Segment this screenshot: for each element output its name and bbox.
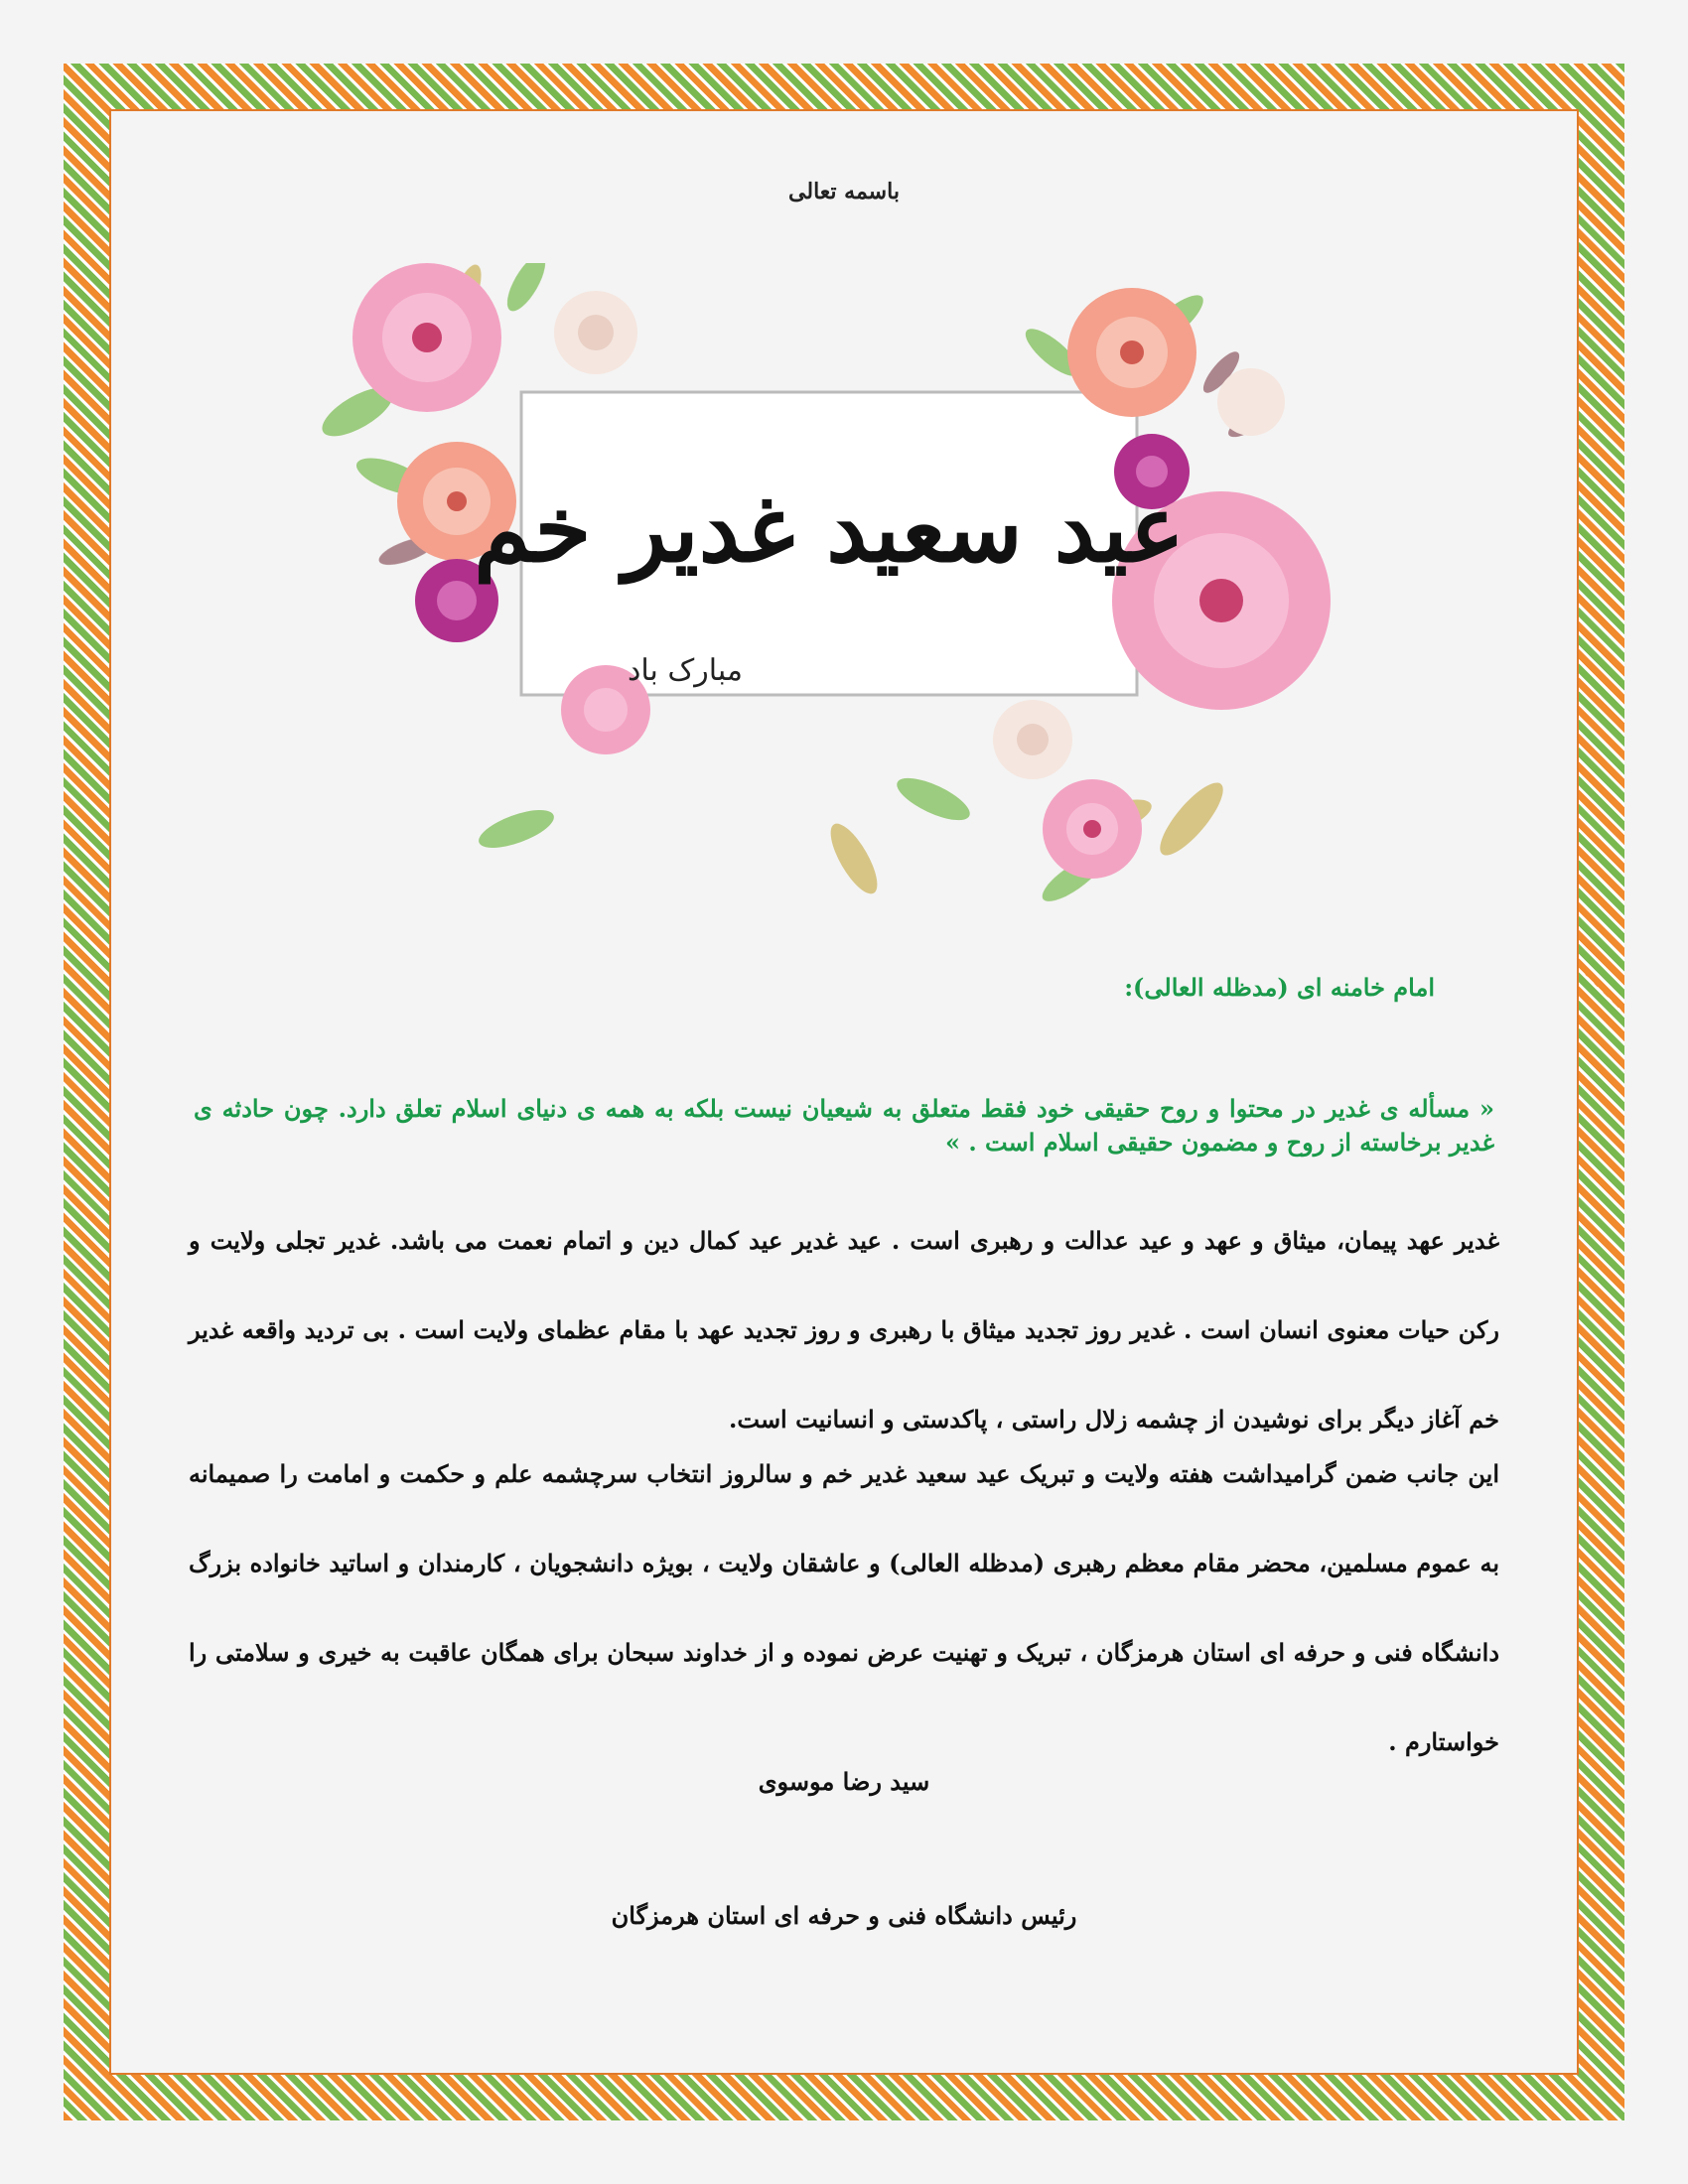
- rose-pink-bottom: [1043, 779, 1142, 879]
- rose-white-top: [554, 291, 637, 374]
- bismillah-header: باسمه تعالی: [788, 179, 900, 205]
- banner-subtitle: مبارک باد: [628, 653, 743, 688]
- banner-title: عید سعید غدیر خم: [474, 476, 1185, 583]
- rose-pink-left: [352, 263, 501, 412]
- paragraph-ghadir: غدیر عهد پیمان، میثاق و عهد و عید عدالت و رهبری است . عید غدیر عید کمال دین و اتمام نعمت می باشد. غدیر تجلی ولایت و رکن حیات معنوی انسان است . غدیر روز تجدید میثاق با رهبری و روز تجدید عهد با مقام عظمای ولایت است . بی تردید واقعه غدیر خم آغاز دیگر برای نوشیدن از چشمه زلال راستی ، پاکدستی و انسانیت است.: [189, 1226, 1499, 1433]
- signature-name: سید رضا موسوی: [758, 1767, 930, 1796]
- quote-heading: امام خامنه ای (مدظله العالی):: [1124, 973, 1435, 1002]
- leader-quote: « مسأله ی غدیر در محتوا و روح حقیقی خود فقط متعلق به شیعیان نیست بلکه به همه ی دنیای اسلام تعلق دارد. چون حادثه ی غدیر برخاسته از روح و مضمون حقیقی اسلام است . »: [194, 1094, 1494, 1157]
- rose-white-bottom: [993, 700, 1072, 779]
- floral-banner-image: [298, 263, 1340, 918]
- rose-peach-right: [1067, 288, 1196, 417]
- rose-white-right: [1217, 368, 1285, 436]
- signature-title: رئیس دانشگاه فنی و حرفه ای استان هرمزگان: [611, 1901, 1077, 1930]
- paragraph-congratulations: این جانب ضمن گرامیداشت هفته ولایت و تبریک عید سعید غدیر خم و سالروز انتخاب سرچشمه علم و حکمت و امامت را صمیمانه به عموم مسلمین، محضر مقام معظم رهبری (مدظله العالی) و عاشقان ولایت ، بویژه دانشجویان ، کارمندان و اساتید خانواده بزرگ دانشگاه فنی و حرفه ای استان هرمزگان ، تبریک و تهنیت عرض نموده و از خداوند سبحان برای همگان عاقبت به خیری و سلامتی را خواستارم .: [189, 1459, 1500, 1756]
